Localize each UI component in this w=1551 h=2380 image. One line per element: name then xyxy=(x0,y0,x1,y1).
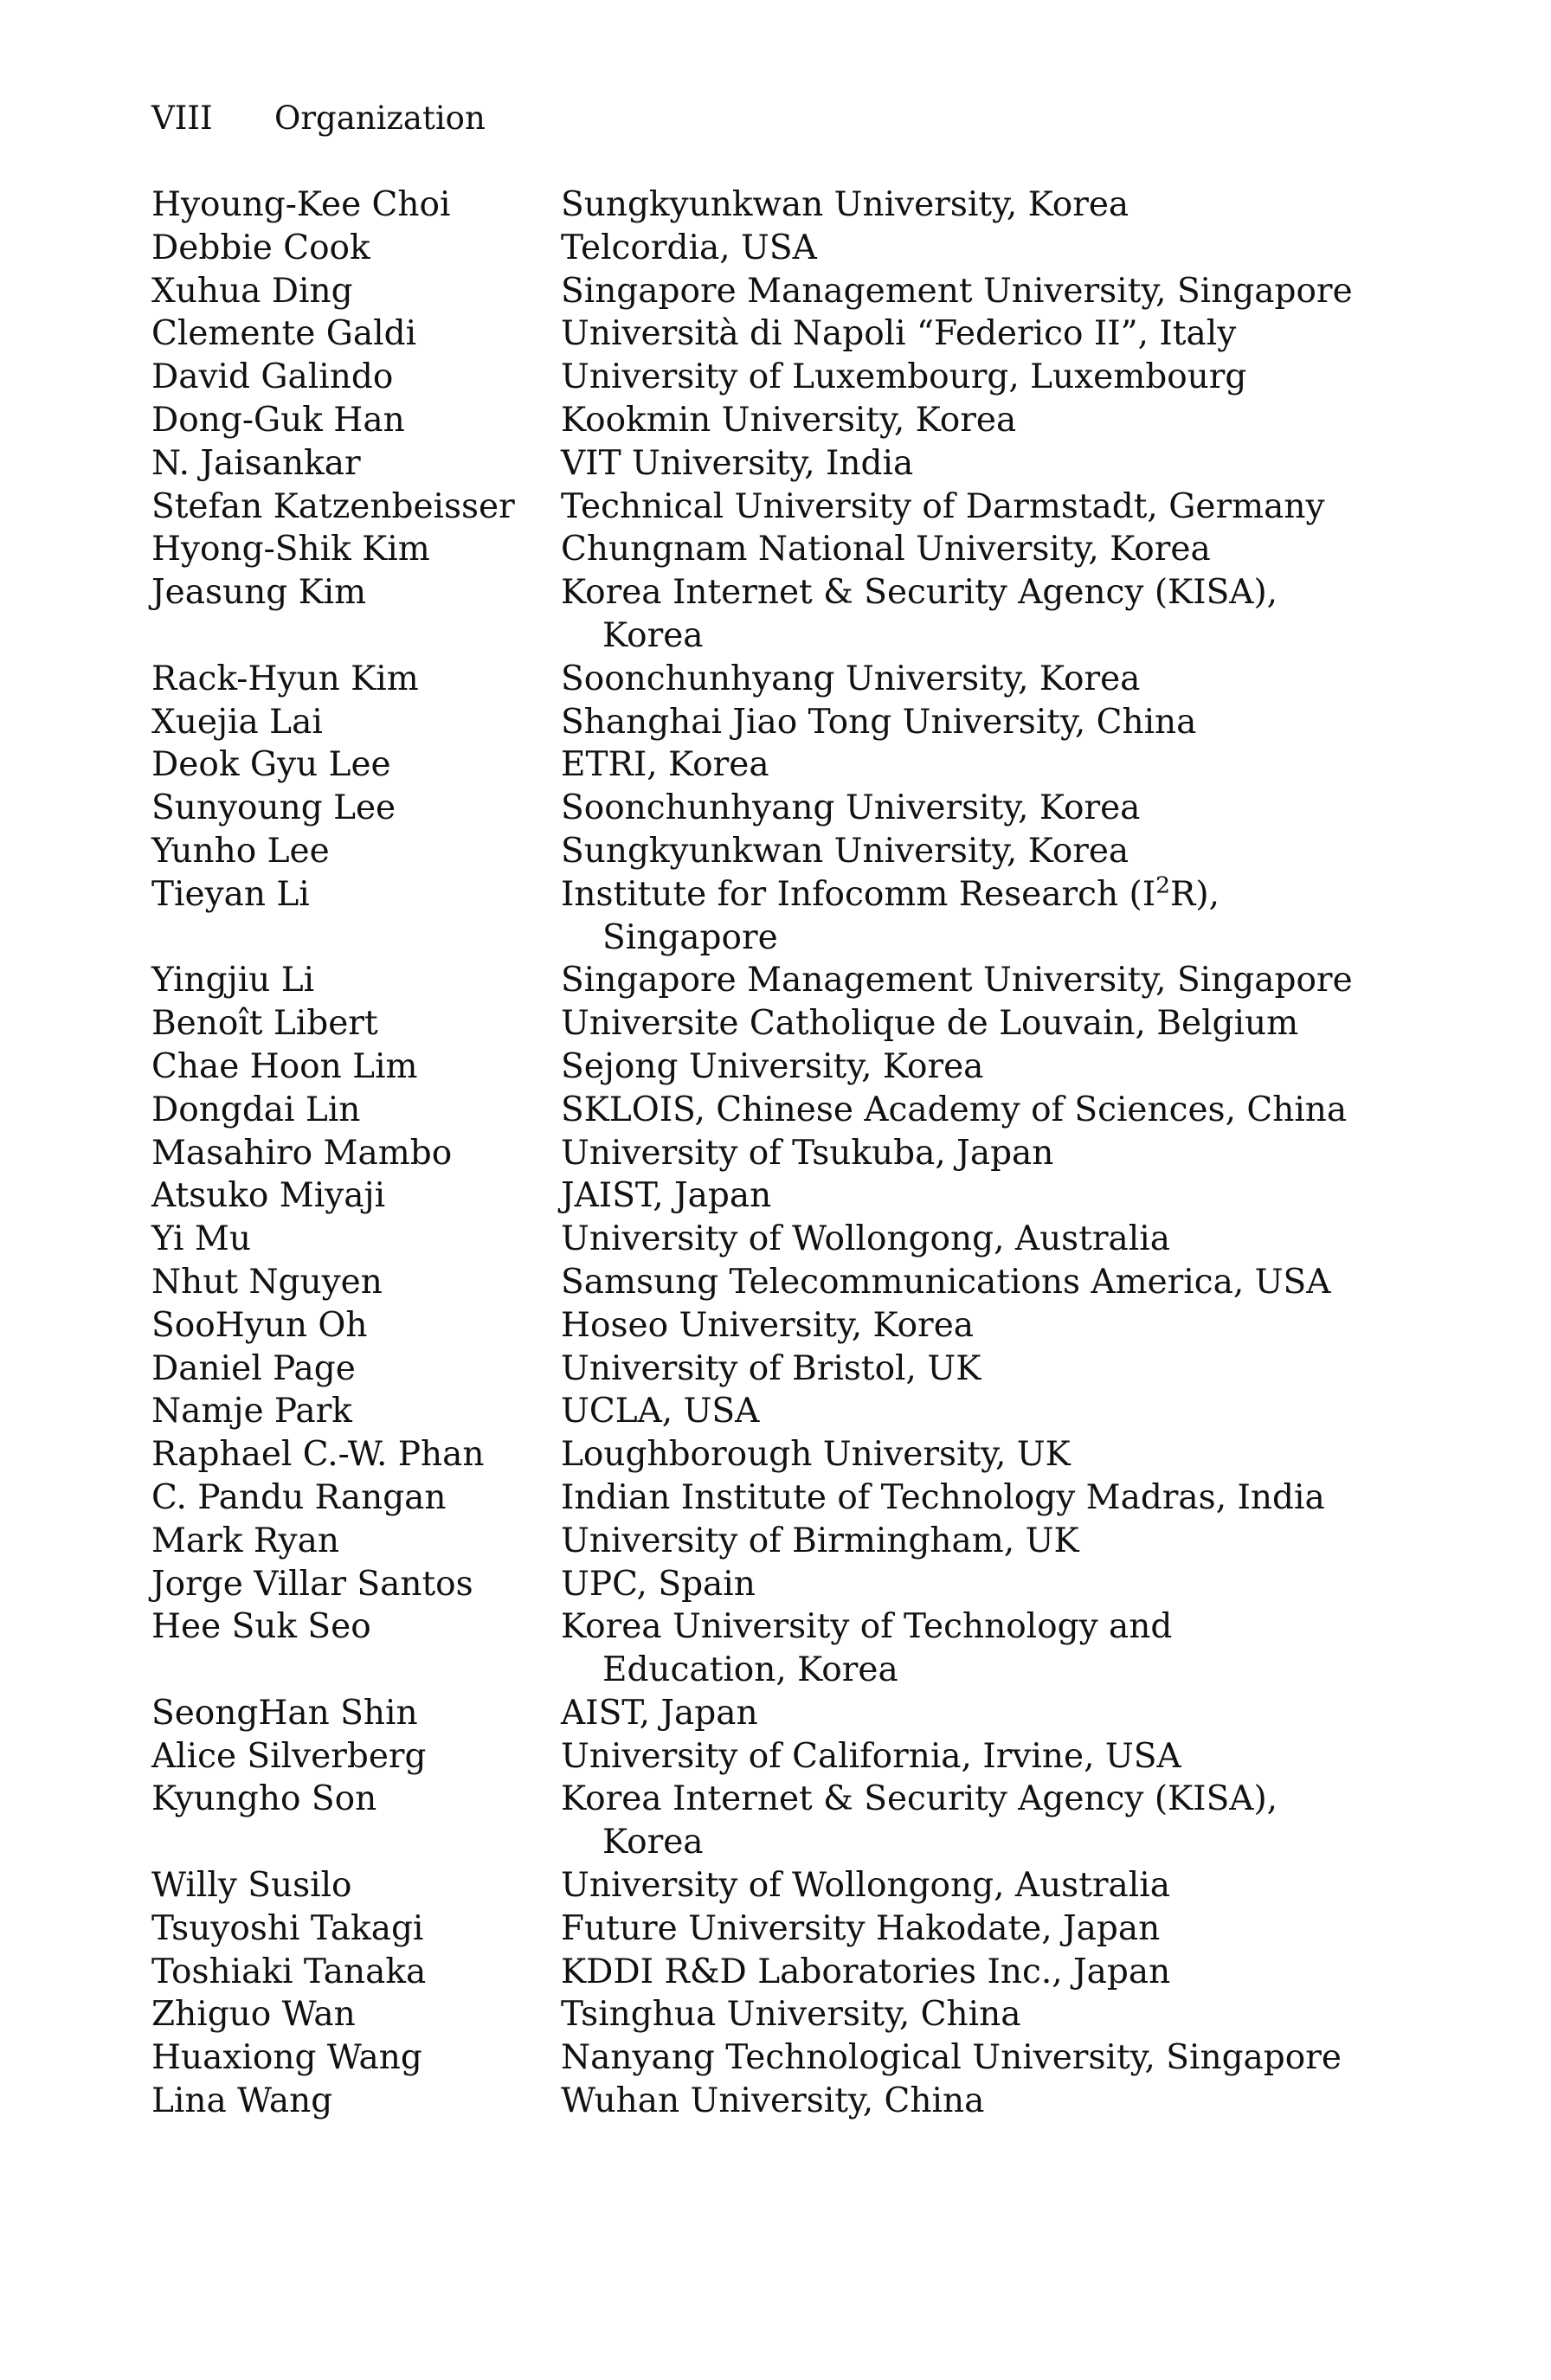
affiliation-text: Korea University of Technology and xyxy=(561,1607,1173,1647)
member-affiliation xyxy=(561,1174,1398,1218)
member-row xyxy=(151,2080,1398,2123)
member-affiliation xyxy=(561,1605,1398,1692)
member-name: Clemente Galdi xyxy=(151,314,417,354)
member-row xyxy=(151,959,1398,1002)
member-row xyxy=(151,1563,1398,1606)
member-name: C. Pandu Rangan xyxy=(151,1477,447,1517)
member-name: Xuejia Lai xyxy=(151,702,323,742)
member-affiliation xyxy=(561,1089,1398,1132)
affiliation-text: AIST, Japan xyxy=(561,1693,758,1733)
affiliation-text: Hoseo University, Korea xyxy=(561,1305,975,1345)
member-affiliation xyxy=(561,1002,1398,1045)
member-affiliation xyxy=(561,1864,1398,1907)
member-affiliation xyxy=(561,743,1398,787)
member-affiliation xyxy=(561,183,1398,227)
member-name: Chae Hoon Lim xyxy=(151,1046,418,1086)
member-affiliation xyxy=(561,658,1398,701)
affiliation-text: Kookmin University, Korea xyxy=(561,400,1017,440)
member-name: Dong-Guk Han xyxy=(151,400,405,440)
affiliation-text: Università di Napoli “Federico II”, Italy xyxy=(561,314,1237,354)
member-row xyxy=(151,1692,1398,1735)
member-affiliation xyxy=(561,787,1398,830)
member-row xyxy=(151,1778,1398,1864)
member-row xyxy=(151,312,1398,356)
member-row xyxy=(151,1476,1398,1520)
affiliation-text: Sungkyunkwan University, Korea xyxy=(561,185,1129,224)
member-name: Benoît Libert xyxy=(151,1004,378,1044)
member-affiliation xyxy=(561,571,1398,658)
affiliation-text: Institute for Infocomm Research (I xyxy=(561,874,1156,914)
affiliation-text: KDDI R&D Laboratories Inc., Japan xyxy=(561,1952,1171,1991)
member-affiliation xyxy=(561,1390,1398,1433)
member-name: Masahiro Mambo xyxy=(151,1133,453,1173)
affiliation-text: VIT University, India xyxy=(561,443,914,483)
member-name: Yi Mu xyxy=(151,1219,251,1259)
member-name: Dongdai Lin xyxy=(151,1090,361,1129)
member-name: Alice Silverberg xyxy=(151,1736,427,1776)
member-row xyxy=(151,270,1398,313)
member-name: David Galindo xyxy=(151,357,394,397)
member-row xyxy=(151,227,1398,270)
affiliation-text: UPC, Spain xyxy=(561,1564,756,1604)
affiliation-text: R), xyxy=(1169,874,1220,914)
member-affiliation xyxy=(561,399,1398,442)
member-row xyxy=(151,528,1398,571)
member-name: Lina Wang xyxy=(151,2081,333,2121)
member-row xyxy=(151,1390,1398,1433)
affiliation-text: University of Wollongong, Australia xyxy=(561,1219,1170,1259)
member-affiliation xyxy=(561,2036,1398,2080)
member-row xyxy=(151,1864,1398,1907)
affiliation-text: University of California, Irvine, USA xyxy=(561,1736,1181,1776)
member-name: Deok Gyu Lee xyxy=(151,745,391,785)
member-affiliation xyxy=(561,1476,1398,1520)
member-affiliation xyxy=(561,1261,1398,1304)
member-name: Sunyoung Lee xyxy=(151,788,396,828)
affiliation-text: Universite Catholique de Louvain, Belgium xyxy=(561,1004,1299,1044)
member-name: Kyungho Son xyxy=(151,1779,377,1819)
member-name: SooHyun Oh xyxy=(151,1305,368,1345)
affiliation-text: Sungkyunkwan University, Korea xyxy=(561,831,1129,871)
member-affiliation xyxy=(561,1907,1398,1951)
member-row xyxy=(151,571,1398,658)
member-affiliation xyxy=(561,1993,1398,2036)
affiliation-text: Singapore Management University, Singapore xyxy=(561,271,1353,311)
member-name: Atsuko Miyaji xyxy=(151,1176,386,1216)
member-name: Tieyan Li xyxy=(151,874,310,914)
member-affiliation xyxy=(561,442,1398,486)
member-name: Hee Suk Seo xyxy=(151,1607,371,1647)
affiliation-text: Telcordia, USA xyxy=(561,228,817,267)
affiliation-text: Shanghai Jiao Tong University, China xyxy=(561,702,1197,742)
member-name: Xuhua Ding xyxy=(151,271,353,311)
member-name: Toshiaki Tanaka xyxy=(151,1952,427,1991)
member-row xyxy=(151,486,1398,529)
member-row xyxy=(151,1304,1398,1348)
member-name: Jeasung Kim xyxy=(151,573,367,613)
member-row xyxy=(151,787,1398,830)
member-row xyxy=(151,356,1398,399)
member-affiliation xyxy=(561,356,1398,399)
member-row xyxy=(151,399,1398,442)
member-affiliation xyxy=(561,830,1398,873)
member-affiliation xyxy=(561,312,1398,356)
member-affiliation xyxy=(561,1951,1398,1994)
member-name: Daniel Page xyxy=(151,1348,356,1388)
member-affiliation xyxy=(561,959,1398,1002)
member-affiliation xyxy=(561,1348,1398,1391)
affiliation-continuation: Education, Korea xyxy=(602,1650,898,1690)
member-row xyxy=(151,183,1398,227)
member-row xyxy=(151,1348,1398,1391)
affiliation-text: University of Tsukuba, Japan xyxy=(561,1133,1054,1173)
affiliation-text: Wuhan University, China xyxy=(561,2081,985,2121)
committee-member-list xyxy=(151,183,1398,2123)
member-affiliation xyxy=(561,1735,1398,1779)
member-row xyxy=(151,830,1398,873)
member-row xyxy=(151,1002,1398,1045)
member-affiliation xyxy=(561,1433,1398,1476)
affiliation-text: Technical University of Darmstadt, Germany xyxy=(561,486,1325,526)
affiliation-text: Korea Internet & Security Agency (KISA), xyxy=(561,1779,1278,1819)
affiliation-text: Loughborough University, UK xyxy=(561,1435,1071,1475)
member-row xyxy=(151,1951,1398,1994)
member-name: Stefan Katzenbeisser xyxy=(151,486,515,526)
member-row xyxy=(151,1174,1398,1218)
member-affiliation xyxy=(561,1304,1398,1348)
member-row xyxy=(151,658,1398,701)
affiliation-text: Samsung Telecommunications America, USA xyxy=(561,1262,1331,1302)
affiliation-text: University of Bristol, UK xyxy=(561,1348,981,1388)
member-affiliation xyxy=(561,270,1398,313)
member-row xyxy=(151,701,1398,744)
section-title: Organization xyxy=(274,100,486,137)
affiliation-text: ETRI, Korea xyxy=(561,745,769,785)
member-row xyxy=(151,1089,1398,1132)
affiliation-text: Tsinghua University, China xyxy=(561,1995,1021,2035)
member-name: Yunho Lee xyxy=(151,831,330,871)
member-row xyxy=(151,743,1398,787)
affiliation-text: SKLOIS, Chinese Academy of Sciences, China xyxy=(561,1090,1348,1129)
member-affiliation xyxy=(561,1563,1398,1606)
member-name: Tsuyoshi Takagi xyxy=(151,1908,424,1948)
member-affiliation xyxy=(561,1692,1398,1735)
affiliation-text: Sejong University, Korea xyxy=(561,1046,984,1086)
member-affiliation xyxy=(561,2080,1398,2123)
member-affiliation xyxy=(561,1520,1398,1563)
member-name: Namje Park xyxy=(151,1392,352,1431)
member-affiliation xyxy=(561,1132,1398,1175)
affiliation-text: Nanyang Technological University, Singapore xyxy=(561,2038,1342,2078)
affiliation-text: JAIST, Japan xyxy=(561,1176,772,1216)
affiliation-continuation: Korea xyxy=(602,615,704,655)
member-name: Willy Susilo xyxy=(151,1866,352,1906)
member-row xyxy=(151,873,1398,960)
member-row xyxy=(151,1218,1398,1261)
affiliation-text: University of Luxembourg, Luxembourg xyxy=(561,357,1247,397)
member-row xyxy=(151,1520,1398,1563)
affiliation-superscript: 2 xyxy=(1155,872,1170,899)
affiliation-continuation: Korea xyxy=(602,1823,704,1862)
member-name: N. Jaisankar xyxy=(151,443,361,483)
member-row xyxy=(151,1993,1398,2036)
member-name: Hyoung-Kee Choi xyxy=(151,185,451,224)
member-row xyxy=(151,1132,1398,1175)
member-name: Raphael C.-W. Phan xyxy=(151,1435,485,1475)
member-affiliation xyxy=(561,1045,1398,1089)
member-name: Debbie Cook xyxy=(151,228,370,267)
member-row xyxy=(151,2036,1398,2080)
member-affiliation xyxy=(561,701,1398,744)
member-row xyxy=(151,1605,1398,1692)
member-affiliation xyxy=(561,486,1398,529)
member-affiliation xyxy=(561,873,1398,960)
affiliation-text: Singapore Management University, Singapore xyxy=(561,961,1353,1000)
affiliation-text: Soonchunhyang University, Korea xyxy=(561,788,1141,828)
member-row xyxy=(151,1261,1398,1304)
member-name: Huaxiong Wang xyxy=(151,2038,422,2078)
member-name: SeongHan Shin xyxy=(151,1693,418,1733)
page-number: VIII xyxy=(151,100,213,137)
member-row xyxy=(151,1907,1398,1951)
member-name: Hyong-Shik Kim xyxy=(151,530,430,569)
running-head xyxy=(151,97,486,140)
member-name: Yingjiu Li xyxy=(151,961,315,1000)
member-name: Zhiguo Wan xyxy=(151,1995,356,2035)
affiliation-text: Soonchunhyang University, Korea xyxy=(561,659,1141,698)
affiliation-continuation: Singapore xyxy=(602,917,778,957)
member-name: Mark Ryan xyxy=(151,1521,339,1560)
member-affiliation xyxy=(561,1218,1398,1261)
member-name: Jorge Villar Santos xyxy=(151,1564,473,1604)
member-row xyxy=(151,1045,1398,1089)
member-affiliation xyxy=(561,528,1398,571)
member-row xyxy=(151,442,1398,486)
affiliation-text: Korea Internet & Security Agency (KISA), xyxy=(561,573,1278,613)
affiliation-text: University of Wollongong, Australia xyxy=(561,1866,1170,1906)
affiliation-text: Indian Institute of Technology Madras, India xyxy=(561,1477,1325,1517)
affiliation-text: Future University Hakodate, Japan xyxy=(561,1908,1161,1948)
affiliation-text: Chungnam National University, Korea xyxy=(561,530,1211,569)
member-row xyxy=(151,1433,1398,1476)
affiliation-text: University of Birmingham, UK xyxy=(561,1521,1079,1560)
member-row xyxy=(151,1735,1398,1779)
member-affiliation xyxy=(561,1778,1398,1864)
member-name: Rack-Hyun Kim xyxy=(151,659,419,698)
member-affiliation xyxy=(561,227,1398,270)
member-name: Nhut Nguyen xyxy=(151,1262,383,1302)
affiliation-text: UCLA, USA xyxy=(561,1392,760,1431)
